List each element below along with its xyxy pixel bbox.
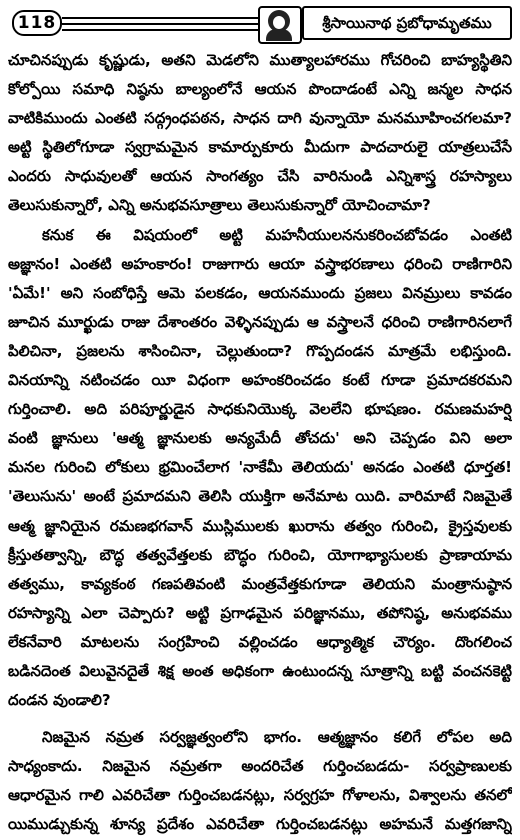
text-line: సాధ్యంకాదు. నిజమైన నమ్రతగా అందరిచేత గుర్తించబడదు- సర్వప్రాణులకు	[8, 757, 512, 776]
text-line: రహస్యాన్ని ఎలా చెప్పారు? అట్టి ప్రగాఢమైన పరిజ్ఞానము, తపోనిష్ఠ, అనుభవము	[8, 603, 512, 622]
text-line: జూచిన మూర్ఖుడు రాజు దేశాంతరం వెళ్ళినప్పుడు ఆ వస్త్రాలనే ధరించి రాణిగారినలాగే	[8, 312, 512, 331]
text-line: వాటికిముందు ఎంతటి సద్గ్రంధపఠన, సాధన దాగి వున్నాయో మనమూహించగలమా?	[8, 109, 512, 128]
text-line: దండన వుండాలి?	[8, 691, 111, 710]
text-line: ఆధారమైన గాలి ఎవరిచేతా గుర్తించబడనట్లు, సర్వగ్రహ గోళాలను, విశ్వాలను తనలో	[8, 786, 512, 805]
page-number: 118	[12, 10, 62, 36]
text-line: మనల గురించి లోకులు భ్రమించేలాగ 'నాకేమీ తెలియదు' అనడం ఎంతటి ధూర్తత!	[8, 458, 512, 477]
text-line: యిముడ్చుకున్న శూన్య ప్రదేశం ఎవరిచేతా గుర్తించబడనట్లు అహమనే మత్తగజాన్ని	[8, 815, 512, 834]
text-line: పిలిచినా, ప్రజలను శాసించినా, చెల్లుతుందా? గొప్పదండన మాత్రమే లభిస్తుంది.	[8, 341, 512, 360]
text-line: క్రీస్తుతత్వాన్ని, బౌద్ధ తత్వవేత్తలకు బౌద్ధం గురించి, యోగాభ్యాసులకు ప్రాణాయామ	[8, 545, 512, 564]
text-line: గుర్తించాలి. అది పరిపూర్ణుడైన సాధకునియొక్క వెలలేని భూషణం. రమణమహర్షి	[8, 400, 512, 419]
body-text	[8, 46, 512, 840]
text-line: అట్టి స్థితిలోగూడా స్వగ్రామమైన కామార్పుకూరు మీదుగా పాదచారులై యాత్రలుచేసే	[8, 138, 512, 157]
text-line: కనుక ఈ విషయంలో అట్టి మహనీయులననుకరించబోవడం ఎంతటి	[42, 225, 512, 244]
text-line: తెలుసుకున్నారో, ఎన్ని అనుభవసూత్రాలు తెలుసుకున్నారో యోచించామా?	[8, 196, 431, 215]
header-rule	[62, 29, 258, 31]
text-line: 'తెలుసును' అంటే ప్రమాదమని తెలిసి యుక్తిగా అనేమాట యిది. వారిమాటే నిజమైతే	[8, 487, 512, 506]
text-line: కోల్పోయి సమాధి నిష్ఠను బాల్యంలోనే ఆయన పొందాడంటే ఎన్ని జన్మల సాధన	[8, 80, 512, 99]
text-line: 'ఏమే!' అని సంబోధిస్తే ఆమె పలకడం, ఆయనముందు ప్రజలు వినమ్రులు కావడం	[8, 283, 512, 302]
text-line: నిజమైన నమ్రత సర్వజ్ఞత్వంలోని భాగం. ఆత్మజ్ఞానం కలిగే లోపల అది	[42, 728, 512, 747]
header-rule	[62, 17, 258, 19]
saint-portrait-emblem	[258, 6, 302, 44]
text-line: తత్వము, కావ్యకంఠ గణపతివంటి మంత్రవేత్తకుగూడా తెలియని మంత్రానుష్ఠాన	[8, 574, 512, 593]
text-line: ఆత్మ జ్ఞానియైన రమణభగవాన్ ముస్లిములకు ఖురాను తత్వం గురించి, క్రైస్తవులకు	[8, 516, 512, 535]
text-line: అజ్ఞానం! ఎంతటి అహంకారం! రాజుగారు ఆయా వస్త్రాభరణాలు ధరించి రాణిగారిని	[8, 254, 512, 273]
text-line: బడినదెంత విలువైనదైతే శిక్ష అంత అధికంగా ఉంటుందన్న సూత్రాన్ని బట్టి వంచనకెట్టి	[8, 661, 512, 680]
text-line: ఎందరు సాధువులతో ఆయన సాంగత్యం చేసి వారినుండి ఎన్నిశాస్త్ర రహస్యాలు	[8, 167, 512, 186]
text-line: చూచినప్పుడు కృష్ణుడు, అతని మెడలోని ముత్యాలహారము గోచరించి బాహ్యస్థితిని	[8, 51, 512, 69]
header-rule	[62, 23, 258, 25]
page-header	[8, 6, 514, 40]
text-line: వినయాన్ని నటించడం యీ విధంగా అహంకరించడం కంటే గూడా ప్రమాదకరమని	[8, 371, 512, 390]
text-line: లేకనేవారి మాటలను సంగ్రహించి వల్లించడం ఆధ్యాత్మిక చౌర్యం. దొంగలించ	[8, 632, 512, 651]
book-title: శ్రీసాయినాథ ప్రబోధామృతము	[302, 6, 512, 40]
text-line: వంటి జ్ఞానులు 'ఆత్మ జ్ఞానులకు అన్యమేదీ తోచదు' అని చెప్పడం విని అలా	[8, 429, 512, 448]
